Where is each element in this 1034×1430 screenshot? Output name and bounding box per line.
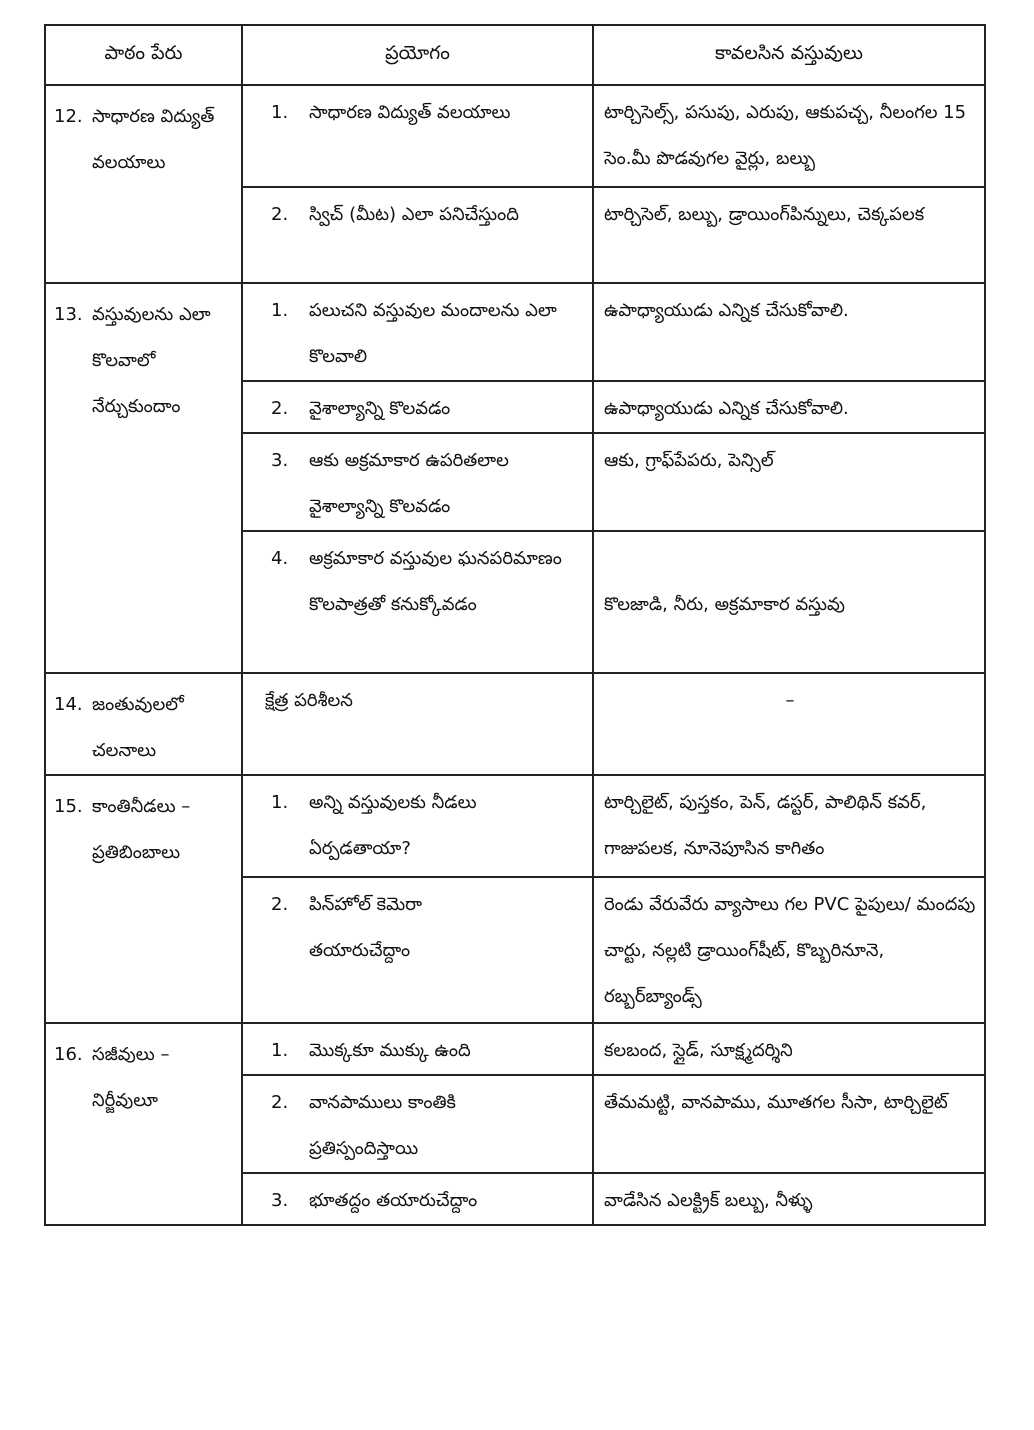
materials-cell <box>593 381 985 433</box>
lesson-cell <box>45 85 242 283</box>
materials-cell <box>593 1075 985 1173</box>
materials-text: రెండు వేరువేరు వ్యాసాలు గల PVC పైపులు/ మందపు చార్టు, నల్లటి డ్రాయింగ్‌షీట్, కొబ్బరినూనె, రబ్బర్‌బ్యాండ్స్ <box>604 894 976 1007</box>
lesson-cell <box>45 673 242 775</box>
lesson-number: 12. <box>54 106 83 127</box>
header-experiment: ప్రయోగం <box>242 25 593 85</box>
materials-text: – <box>785 690 795 711</box>
table-row <box>45 775 985 877</box>
lesson-cell <box>45 775 242 1023</box>
lesson-number: 14. <box>54 694 83 715</box>
materials-text: ఉపాధ్యాయుడు ఎన్నిక చేసుకోవాలి. <box>604 300 849 321</box>
experiment-cell <box>242 1173 593 1225</box>
table-row <box>45 1023 985 1075</box>
experiment-number: 1. <box>271 300 289 321</box>
materials-text: వాడేసిన ఎలక్ట్రిక్ బల్బు, నీళ్ళు <box>604 1190 813 1211</box>
experiment-number: 4. <box>271 548 289 569</box>
table-header-row <box>45 25 985 85</box>
materials-cell <box>593 531 985 673</box>
experiment-number: 1. <box>271 1040 289 1061</box>
materials-text: ఆకు, గ్రాఫ్‌పేపరు, పెన్సిల్ <box>604 450 774 471</box>
materials-cell <box>593 1023 985 1075</box>
experiment-number: 2. <box>271 1092 289 1113</box>
experiment-number: 1. <box>271 792 289 813</box>
experiment-text: పలుచని వస్తువుల మందాలను ఎలా కొలవాలి <box>309 300 557 367</box>
experiment-cell <box>242 85 593 187</box>
materials-text: టార్చిలైట్, పుస్తకం, పెన్, డస్టర్, పాలిథిన్ కవర్, గాజుపలక, నూనెపూసిన కాగితం <box>604 792 927 859</box>
table-row <box>45 283 985 381</box>
experiment-cell <box>242 381 593 433</box>
experiment-text: ఆకు అక్రమాకార ఉపరితలాల వైశాల్యాన్ని కొలవడం <box>309 450 509 517</box>
experiment-number: 1. <box>271 102 289 123</box>
experiment-text: స్విచ్ (మీట) ఎలా పనిచేస్తుంది <box>309 204 519 225</box>
materials-cell <box>593 1173 985 1225</box>
experiment-cell <box>242 877 593 1023</box>
materials-cell <box>593 673 985 775</box>
lesson-cell <box>45 1023 242 1225</box>
experiment-number: 2. <box>271 204 289 225</box>
lesson-name: కాంతినీడలు – ప్రతిబింబాలు <box>92 796 191 863</box>
experiment-number: 3. <box>271 450 289 471</box>
experiment-text: వానపాములు కాంతికి ప్రతిస్పందిస్తాయి <box>309 1092 456 1159</box>
experiment-text: పిన్‌హోల్ కెమెరా తయారుచేద్దాం <box>309 894 422 961</box>
materials-cell <box>593 85 985 187</box>
experiment-text: క్షేత్ర పరిశీలన <box>265 690 353 711</box>
materials-text: ఉపాధ్యాయుడు ఎన్నిక చేసుకోవాలి. <box>604 398 849 419</box>
materials-text: తేమమట్టి, వానపాము, మూతగల సీసా, టార్చిలైట్ <box>604 1092 948 1113</box>
experiment-cell <box>242 433 593 531</box>
lesson-name: జంతువులలో చలనాలు <box>92 694 184 761</box>
experiment-number: 2. <box>271 398 289 419</box>
lesson-number: 13. <box>54 304 83 325</box>
lesson-name: సజీవులు – నిర్జీవులూ <box>92 1044 170 1111</box>
lesson-number: 16. <box>54 1044 83 1065</box>
materials-text: కొలజాడి, నీరు, అక్రమాకార వస్తువు <box>604 594 845 615</box>
experiment-text: అన్ని వస్తువులకు నీడలు ఏర్పడతాయా? <box>309 792 477 859</box>
materials-cell <box>593 283 985 381</box>
experiment-text: వైశాల్యాన్ని కొలవడం <box>309 398 451 419</box>
experiment-cell <box>242 1075 593 1173</box>
header-materials: కావలసిన వస్తువులు <box>593 25 985 85</box>
lesson-materials-table <box>44 24 986 1226</box>
table-row <box>45 85 985 187</box>
experiment-cell <box>242 531 593 673</box>
materials-cell <box>593 775 985 877</box>
experiment-number: 2. <box>271 894 289 915</box>
experiment-text: భూతద్దం తయారుచేద్దాం <box>309 1190 478 1211</box>
header-lesson-name: పాఠం పేరు <box>45 25 242 85</box>
materials-cell <box>593 187 985 283</box>
materials-text: టార్చిసెల్, బల్బు, డ్రాయింగ్‌పిన్నులు, చెక్కపలక <box>604 204 925 225</box>
materials-text: కలబంద, స్లైడ్, సూక్ష్మదర్శిని <box>604 1040 793 1061</box>
lesson-name: వస్తువులను ఎలా కొలవాలో నేర్చుకుందాం <box>92 304 211 417</box>
materials-cell <box>593 433 985 531</box>
lesson-cell <box>45 283 242 673</box>
experiment-cell <box>242 673 593 775</box>
experiment-cell <box>242 1023 593 1075</box>
experiment-text: అక్రమాకార వస్తువుల ఘనపరిమాణం కొలపాత్రతో కనుక్కోవడం <box>309 548 562 615</box>
experiment-number: 3. <box>271 1190 289 1211</box>
experiment-cell <box>242 283 593 381</box>
materials-cell <box>593 877 985 1023</box>
lesson-number: 15. <box>54 796 83 817</box>
experiment-text: సాధారణ విద్యుత్ వలయాలు <box>309 102 511 123</box>
lesson-name: సాధారణ విద్యుత్ వలయాలు <box>92 106 215 173</box>
experiment-text: మొక్కకూ ముక్కు ఉంది <box>309 1040 471 1061</box>
experiment-cell <box>242 187 593 283</box>
materials-text: టార్చిసెల్స్, పసుపు, ఎరుపు, ఆకుపచ్చ, నీలంగల 15 సెం.మీ పొడవుగల వైర్లు, బల్బు <box>604 102 967 169</box>
experiment-cell <box>242 775 593 877</box>
table-row <box>45 673 985 775</box>
